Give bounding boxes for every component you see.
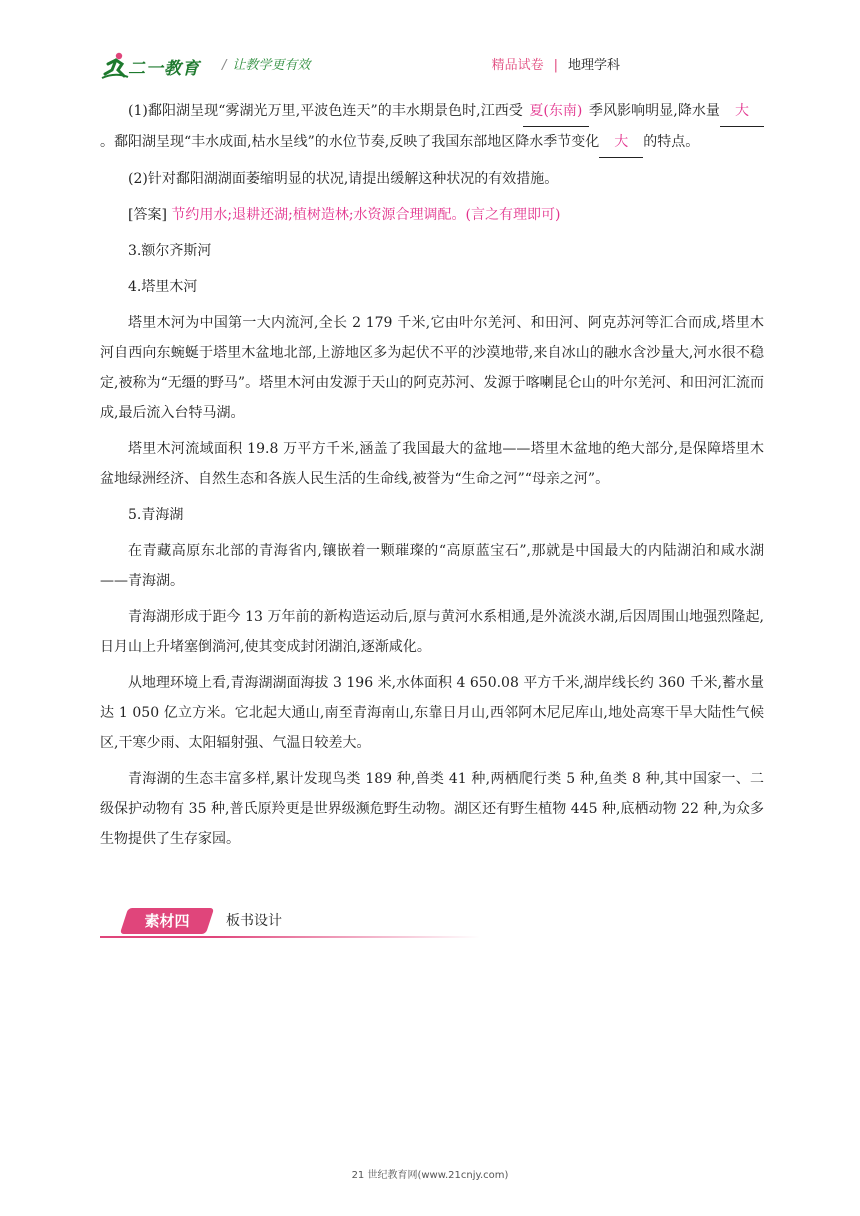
header-tags: [492, 54, 620, 73]
slogan: [222, 54, 310, 73]
qinghai-paragraph-2: 青海湖形成于距今 13 万年前的新构造运动后,原与黄河水系相通,是外流淡水湖,后因周围山地强烈隆起,日月山上升堵塞倒淌河,使其变成封闭湖泊,逐渐咸化。: [100, 609, 764, 655]
qinghai-paragraph-3: 从地理环境上看,青海湖湖面海拔 3 196 米,水体面积 4 650.08 平方千米,湖岸线长约 360 千米,蓄水量达 1 050 亿立方米。它北起大通山,南至青海南山,东靠日月山,西邻阿木尼尼库山,地处高寒干旱大陆性气候区,干寒少雨、太阳辐射强、气温日较差大。: [100, 675, 764, 751]
tag-quality-exam: 精品试卷: [491, 58, 544, 73]
section-underline: [100, 936, 480, 938]
logo-text: 二一教育: [128, 59, 200, 79]
section-title: 板书设计: [226, 913, 282, 929]
heading-tarim: 4.塔里木河: [128, 279, 198, 295]
document-body: [100, 96, 764, 860]
tarim-paragraph-1: 塔里木河为中国第一大内流河,全长 2 179 千米,它由叶尔羌河、和田河、阿克苏河等汇合而成,塔里木河自西向东蜿蜒于塔里木盆地北部,上游地区多为起伏不平的沙漠地带,来自冰山的融水含沙量大,河水很不稳定,被称为“无缰的野马”。塔里木河由发源于天山的阿克苏河、发源于喀喇昆仑山的叶尔羌河、和田河汇流而成,最后流入台特马湖。: [100, 315, 764, 421]
q1-text-3: 。鄱阳湖呈现“丰水成面,枯水呈线”的水位节奏,反映了我国东部地区降水季节变化: [100, 134, 600, 150]
answer-label: [答案]: [128, 207, 167, 223]
qinghai-paragraph-1: 在青藏高原东北部的青海省内,镶嵌着一颗璀璨的“高原蓝宝石”,那就是中国最大的内陆湖泊和咸水湖——青海湖。: [100, 543, 764, 589]
q1-text-2: 季风影响明显,降水量: [588, 103, 720, 119]
q1-text-1: (1)鄱阳湖呈现“雾湖光万里,平波色连天”的丰水期景色时,江西受: [128, 103, 523, 119]
section-badge-label: 素材四: [144, 912, 190, 930]
slogan-text: 让教学更有效: [232, 58, 311, 73]
page-footer: 21 世纪教育网(www.21cnjy.com): [351, 1170, 509, 1181]
section-badge: [120, 908, 214, 934]
question-1: [100, 96, 764, 158]
heading-irtysh: 3.额尔齐斯河: [128, 243, 212, 259]
slash-divider: /: [222, 58, 227, 73]
tarim-paragraph-2: 塔里木河流域面积 19.8 万平方千米,涵盖了我国最大的盆地——塔里木盆地的绝大部分,是保障塔里木盆地绿洲经济、自然生态和各族人民生活的生命线,被誉为“生命之河”“母亲之河”。: [100, 441, 764, 487]
section-four-header: [100, 908, 480, 938]
page-header: [100, 44, 760, 84]
answer-blank-3: 大: [599, 127, 643, 158]
heading-qinghai: 5.青海湖: [128, 507, 184, 523]
brand-logo: [100, 50, 220, 82]
answer-text: 节约用水;退耕还湖;植树造林;水资源合理调配。(言之有理即可): [171, 207, 561, 223]
q1-text-4: 的特点。: [643, 134, 700, 150]
runner-icon: [100, 50, 130, 80]
answer-2: [100, 200, 764, 230]
answer-blank-2: 大: [720, 96, 764, 127]
tag-subject: 地理学科: [567, 58, 620, 73]
qinghai-paragraph-4: 青海湖的生态丰富多样,累计发现鸟类 189 种,兽类 41 种,两栖爬行类 5 种,鱼类 8 种,其中国家一、二级保护动物有 35 种,普氏原羚更是世界级濒危野生动物。湖区还有野生植物 445 种,底栖动物 22 种,为众多生物提供了生存家园。: [100, 771, 764, 847]
answer-blank-1: 夏(东南): [523, 96, 589, 127]
question-2: (2)针对鄱阳湖湖面萎缩明显的状况,请提出缓解这种状况的有效措施。: [128, 171, 559, 187]
tag-divider: |: [553, 58, 558, 73]
